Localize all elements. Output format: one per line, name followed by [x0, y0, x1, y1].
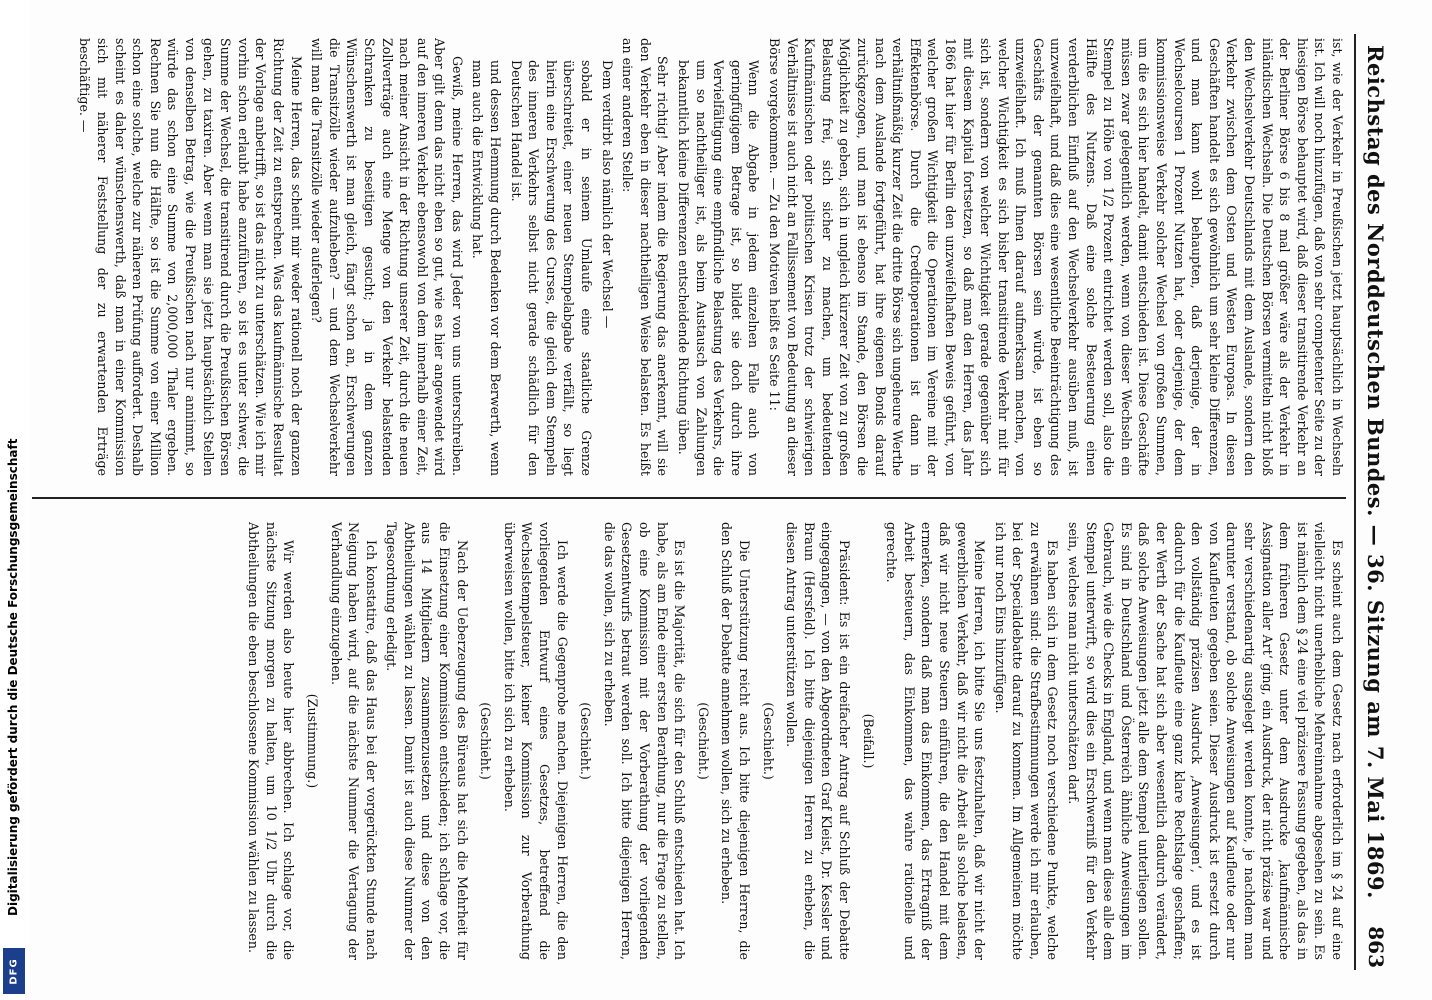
stage-direction: (Zustimmung.) [304, 693, 320, 789]
paragraph: Meine Herren, ich bitte Sie uns festzuhalten, daß wir nicht der gewerblichen Verkehr, daß wir nicht die Arbeit als solche belasten, daß wir nicht neue Steuern einführen, die den Handel mit dem ermerken, sondern daß man das Einkommen, das Ertragniß der Arbeit besteuern, das Einkommen, das wahre rationelle und gerechte. [884, 522, 988, 960]
stage-direction: (Geschieht.) [760, 702, 776, 780]
quoted-passage: Wenn die Abgabe in jedem einzelnen Falle auch von geringfügigem Betrage ist, so bildet sie doch durch ihre Vervielfältigung eine empfindliche Belastung des Verkehrs, die um so nachtheiliger ist, als beim Austausch von Zahlungen bekanntlich kleine Differenzen entscheidende Richtung üben. [676, 60, 762, 476]
page-number: 863 [1364, 926, 1388, 968]
stage-direction: (Geschieht.) [478, 702, 494, 780]
right-column [32, 522, 1346, 960]
running-header [1354, 34, 1392, 970]
stage-direction: (Geschieht.) [578, 702, 594, 780]
quoted-passage: und dessen Hemmung durch Bedenken vor dem Berwerth, wenn man auch die Entwicklung hat. [470, 60, 504, 476]
paragraph: ist, wie der Verkehr in Preußischen jetzt hauptsächlich in Wechseln ist. Ich will noch hinzufügen, daß von sehr competenter Seite zu der hiesigen Börse behauptet wird, daß dieser transitirende Verkehr an der Berliner Börse 6 bis 8 mal größer wäre als der Verkehr in inländischen Wechseln. Die Deutschen Börsen vermitteln nicht bloß den Wechselverkehr Deutschlands mit dem Auslande, sondern den Verkehr zwischen dem Osten und Westen Europas. In diesen Geschäften handelt es sich gewöhnlich um sehr kleine Differenzen, und man kann wohl behaupten, daß derjenige, der in Wechselcoursen 1 Prozent Nutzen hat, oder derjenige, der dem kommissionsweise Verkehr solcher Wechsel von großen Summen, um die es sich hier handelt, damit entschieden ist. Diese Geschäfte müssen zwar gelegentlich werden, wenn von dieser Wechseln ein Stempel zu Höhe von 1/2 Prozent entrichtet werden soll, also die Hälfte des Nutzens. Daß eine solche Besteuerung einen verderblichen Einfluß auf den Wechselverkehr ausüben muß, ist unzweifelhaft, und daß dies eine wesentliche Beeinträchtigung des Geschäfts der genannten Börsen sein würde, ist eben so unzweifelhaft. Ich muß Ihnen darauf aufmerksam machen, von welcher Wichtigkeit es sich bisher transitirende Verkehr mit für sich ist, sondern von welcher Wichtigkeit gerade gegenüber sich mit diesem Kapital fortsetzen, so daß man den Herren, das Jahr 1866 hat hier für Berlin den unzweifelhaften Beweis geführt, von welcher großen Wichtigkeit die Operationen im Vereine mit der Effektenbörse. Durch die Creditoperationen ist dann in verhältnißmäßig kurzer Zeit die dritte Börse sich ungeheure Werthe nach dem Auslande fortgeführt, hat ihre eigenen Bonds darauf zurückgezogen, und man ist ebenso im Stande, den Börsen die Möglichkeit zu geben, sich in ungleich kürzerer Zeit von zu großen Belastung frei, sich sicher zu machen, um bedeutenden Kaufmännischen oder politischen Krisen trotz der schwierigen Verhältnisse ist auch nicht an Fallissement von Bedeutung an dieser Börse vorgekommen. — Zu den Motiven heißt es Seite 11: [767, 38, 1345, 476]
paragraph: Ich konstatire, daß das Haus bei der vorgerückten Stunde nach Neigung haben wird, auf die nächste Nummer die Vertagung der Verhandlung einzugehen. [328, 522, 379, 960]
paragraph: Die Unterstützung reicht aus. Ich bitte diejenigen Herren, die den Schluß der Debatte annehmen wollen, sich zu erheben. [719, 522, 752, 960]
stage-direction: (Beifall.) [860, 713, 876, 769]
page-title: Reichstag des Norddeutschen Bundes. — 36. Sitzung am 7. Mai 1869. [1363, 45, 1388, 899]
speaker-paragraph: Präsident: Es ist ein dreifacher Antrag auf Schluß der Debatte eingegangen, — von den Abgeordneten Graf Kleist, Dr. Kessler und Braun (Hersfeld). Ich bitte diejenigen Herren zu erheben, die diesen Antrag unterstützen wollen. [784, 522, 852, 960]
attribution-text: Digitalisierung gefördert durch die Deutsche Forschungsgemeinschaft [6, 438, 20, 916]
paragraph: Es scheint auch dem Gesetz nach erforderlich im § 24 auf eine vielleicht nicht unerhebliche Mehreinnahme abgesehen zu sein. Es ist nämlich dem § 24 eine viel präzisere Fassung gegeben, als das in dem früheren Gesetz unter dem Ausdrucke ,kaufmännische Assignation aller Art‘ ging, ein Ausdruck, der nicht präzise war und sehr verschiedenartig ausgelegt werden konnte, je nachdem man darunter verstand, ob solche Anweisungen auf Kaufleute oder nur von Kaufleuten gegeben seien. Dieser Ausdruck ist ersetzt durch den vollständig präzisen Ausdruck ,Anweisungen‘, und es ist dadurch für die Kaufleute eine ganz klare Rechtslage geschaffen; der Werth der Sache hat sich aber wesentlich dadurch verändert, daß solche Anweisungen jetzt alle dem Stempel unterliegen sollen. Es sind in Deutschland und Österreich ähnliche Anweisungen im Gebrauch, wie die Checks in England, und wenn man diese alle dem Stempel unterwirft, so wird dies ein Erschwerniß für den Verkehr sein, welches man nicht unterschätzen darf. [1066, 522, 1345, 960]
paragraph: Es haben sich in dem Gesetz noch verschiedene Punkte, welche zu erwähnen sind: die Strafbestimmungen werde ich mir erlauben, bei der Specialdebatte darauf zu kommen. Im Allgemeinen möchte ich nur noch Eins hinzufügen. [992, 522, 1061, 960]
dfg-logo [3, 948, 25, 994]
stage-direction: (Geschieht.) [695, 702, 711, 780]
paragraph: Sehr richtig! Aber indem die Regierung das anerkennt, will sie den Verkehr eben in dieser nachtheiligen Weise belasten. Es heißt an einer anderen Stelle: [620, 38, 671, 476]
paragraph: Es ist die Majorität, die sich für den Schluß entschieden hat. Ich habe, als am Ende einer ersten Berathung, nur die Frage zu stellen, ob eine Kommission mit der Vorberathung der vorliegenden Gesetzentwurfs betraut werden soll. Ich bitte diejenigen Herren, die das wollen, sich zu erheben. [601, 522, 688, 960]
paragraph: Wir werden also heute hier abbrechen. Ich schlage vor, die nächste Sitzung morgen zu halten, um 10 1/2 Uhr durch die Abtheilungen die eben beschlossene Kommission wählen zu lassen. [246, 522, 297, 960]
paragraph: Ich werde die Gegenprobe machen. Diejenigen Herren, die den vorliegenden Entwurf eines Gesetzes, betreffend die Wechselstempelsteuer, keiner Kommission zur Vorberathung überweisen wollen, bitte ich sich zu erheben. [501, 522, 570, 960]
column-divider [32, 497, 1346, 499]
paragraph: Nach der Ueberzeugung des Büreaus hat sich die Mehrheit für die Einsetzung einer Kommission entschieden; ich schlage vor, die aus 14 Mitgliedern zusammenzusetzen und diese von den Abtheilungen wählen zu lassen. Damit ist auch diese Nummer der Tagesordnung erledigt. [384, 522, 470, 960]
digitization-sidebar [0, 0, 30, 1000]
dfg-logo-text: DFG [8, 957, 20, 985]
paragraph: Meine Herren, das scheint mir weder rationell noch der ganzen Richtung der Zeit zu entsprechen. Was das kaufmännische Resultat der Vorlage anbetrifft, so ist das nicht zu unterschätzen. Wie ich mir vorhin schon erlaubt habe anzuführen, so ist es unter schwer, die Summe der Wechsel, die transitirend durch die Preußischen Börsen gehen, zu taxiren. Aber wenn man sie jetzt hauptsächlich Stellen von denselben Betrag, wie die Preußischen nach nur annimmt, so würde das schon eine Summe von 2,000,000 Thaler ergeben. Rechnen Sie nun die Hälfte, so ist die Summe von einer Million schon eine solche, welche zur näheren Prüfung auffordert. Deshalb scheint es daher wünschenswerth, daß man in einer Kommission sich mit näherer Feststellung der zu erwartenden Erträge beschäftige. — [77, 38, 304, 476]
quoted-passage: sobald er in seinem Umlaufe eine staatliche Grenze überschreitet, einer neuen Stempelabgabe verfällt, so liegt hierin eine Erschwerung des Curses, die gleich dem Stempeln des inneren Verkehrs selbst nicht gerade schädlich für den Deutschen Handel ist. [508, 60, 595, 476]
quoted-passage: Dem verdirbt also nämlich der Wechsel — [599, 60, 615, 329]
left-column [32, 38, 1346, 476]
paragraph: Gewiß, meine Herren, das wird Jeder von uns unterschreiben. Aber gilt denn das nicht eben so gut, wie es hier angewendet wird auf den inneren Verkehr ebensowohl von dem innerhalb einer Zeit, nach meiner Ansicht in der Richtung unserer Zeit, durch die neuen Zollverträge auch eine Menge von den Verkehr belastenden Schranken zu beseitigen gesucht; ja in dem ganzen Wünschenswerth ist man gleich, fängt schon an, Erschwerungen die Transitzölle wieder aufzuheben? — und dem Wechselverkehr will man die Transitzölle wieder auferlegen? [309, 38, 465, 476]
